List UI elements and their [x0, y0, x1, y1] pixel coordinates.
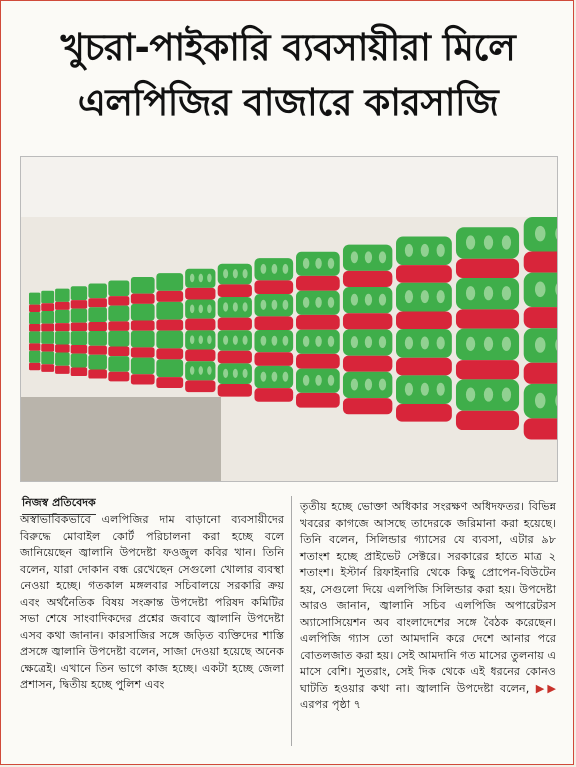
continue-text: এরপর পৃষ্ঠা ৭	[300, 698, 361, 711]
lpg-cylinders-photo	[20, 156, 558, 482]
article-column-right-text: তৃতীয় হচ্ছে ভোক্তা অধিকার সংরক্ষণ অধিদফতর। বিভিন্ন খবরের কাগজে আসছে তাদেরকে জরিমানা করা হয়েছে। তিনি বলেন, সিলিন্ডার গ্যাসের যে ব্যবসা, এটার ৯৮ শতাংশ হচ্ছে প্রাইভেট সেক্টরে। সরকারের হাতে মাত্র ২ শতাংশ। ইস্টার্ন রিফাইনারি থেকে কিছু প্রোপেন-বিউটেন হয়, সেগুলো দিয়ে এলপিজি সিলিন্ডার করা হয়। উপদেষ্টা আরও জানান, জ্বালানি সচিব এলপিজি অপারেটরস অ্যাসোসিয়েশন অব বাংলাদেশের সঙ্গে বৈঠক করেছেন। এলপিজি গ্যাস তো আমদানি করে দেশে আনার পরে বোতলজাত করা হয়। সেই আমদানি গত মাসের তুলনায় এ মাসে বেশি। সুতরাং, সেই দিক থেকে এই ধরনের কোনও ঘাটতি হওয়ার কথা না। জ্বালানি উপদেষ্টা বলেন,	[300, 500, 556, 695]
column-divider	[291, 496, 292, 746]
headline-line-1: খুচরা-পাইকারি ব্যবসায়ীরা মিলে	[60, 26, 516, 69]
headline-line-2: এলপিজির বাজারে কারসাজি	[77, 81, 499, 124]
cylinders-illustration	[21, 157, 557, 481]
continue-arrow-icon: ▶▶	[535, 681, 556, 695]
article-column-right	[300, 499, 556, 714]
byline: নিজস্ব প্রতিবেদক	[22, 494, 96, 515]
headline	[20, 20, 556, 130]
article-column-left: অস্বাভাবিকভাবে এলপিজির দাম বাড়ানো ব্যবসায়ীদের বিরুদ্ধে মোবাইল কোর্ট পরিচালনা করা হচ্ছে বলে জানিয়েছেন জ্বালানি উপদেষ্টা ফওজুল কবির খান। তিনি বলেন, যারা দোকান বন্ধ রেখেছেন সেগুলো খোলার ব্যবস্থা নেওয়া হচ্ছে। গতকাল মঙ্গলবার সচিবালয়ে সরকারি ক্রয় এবং অর্থনৈতিক বিষয় সংক্রান্ত উপদেষ্টা পরিষদ কমিটির সভা শেষে সাংবাদিকদের প্রশ্নের জবাবে জ্বালানি উপদেষ্টা এসব কথা জানান। কারসাজির সঙ্গে জড়িত ব্যক্তিদের শাস্তি প্রসঙ্গে জ্বালানি উপদেষ্টা বলেন, সাজা দেওয়া হয়েছে অনেক ক্ষেত্রেই। এখানে তিন ভাগে কাজ হচ্ছে। একটা হচ্ছে জেলা প্রশাসন, দ্বিতীয় হচ্ছে পুলিশ এবং	[20, 513, 284, 691]
